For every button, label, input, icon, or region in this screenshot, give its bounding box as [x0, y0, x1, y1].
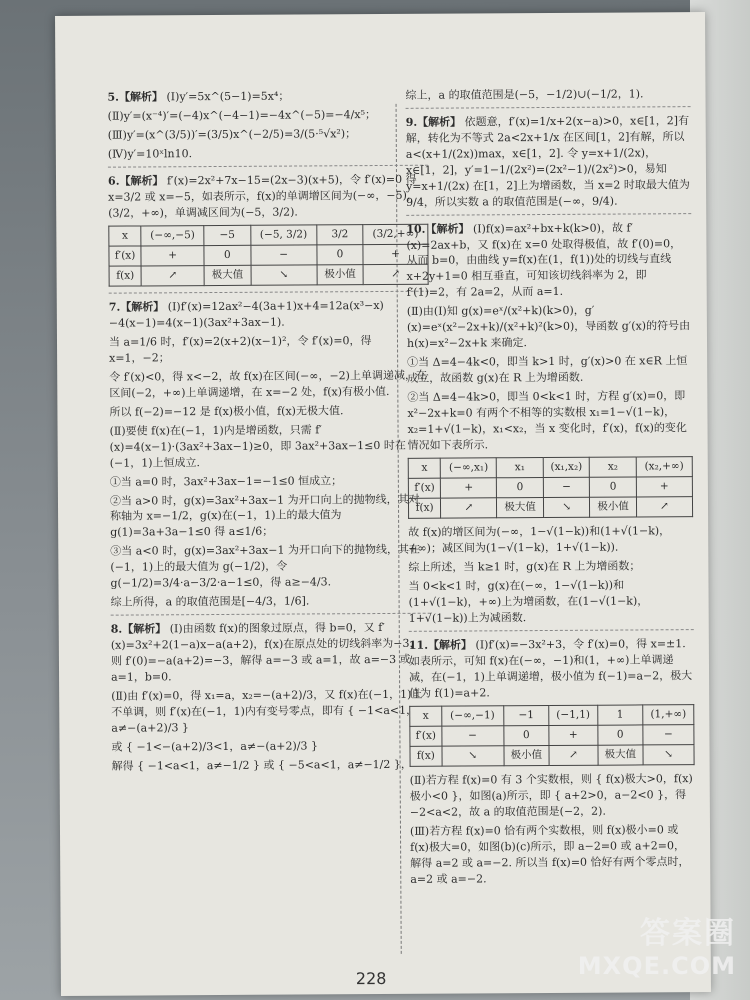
q6-solution: [108, 171, 429, 286]
table-cell: ↗: [549, 745, 597, 766]
q11-text: (Ⅰ)f′(x)=−3x²+3，令 f′(x)=0，得 x=±1. 如表所示，可知 f(x)在(−∞，−1)和(1，+∞)上单调递减，在(−1，1)上单调递增，极小值为 f(−1)=a−2，极大值为 f(1)=a+2.: [408, 637, 693, 700]
table-cell: 极小值: [317, 265, 363, 286]
table-cell: ↘: [442, 746, 504, 767]
separator: [409, 629, 694, 632]
book-page: [55, 12, 711, 996]
q5-tag: 5.【解析】: [107, 90, 164, 104]
q10-conclusion: 综上所述，当 k≥1 时，g(x)在 R 上为增函数；: [408, 559, 641, 575]
right-column: [405, 86, 695, 891]
q8-tag: 8.【解析】: [110, 622, 167, 636]
table-cell: f′(x): [408, 478, 440, 498]
table-cell: ↘: [643, 745, 694, 766]
table-cell: −1: [503, 705, 549, 725]
table-cell: 1: [597, 705, 643, 725]
table-cell: ↗: [363, 264, 428, 285]
q8-line: 解得 { −1<a<1，a≠−1/2 } 或 { −5<a<1，a≠−1/2 }，: [111, 757, 412, 773]
separator: [406, 106, 691, 109]
q6-variation-table: [108, 223, 428, 287]
table-header-row: [109, 224, 428, 246]
table-cell: f(x): [109, 266, 141, 286]
table-cell: 极大值: [204, 265, 250, 286]
table-cell: 0: [590, 477, 636, 498]
q7-tag: 7.【解析】: [108, 300, 165, 314]
q7-line: 综上所得，a 的取值范围是[−4/3，1/6].: [110, 594, 310, 609]
table-cell: (x₂,+∞): [636, 456, 692, 477]
table-cell: +: [441, 478, 497, 499]
table-cell: +: [636, 477, 692, 498]
table-header-row: [410, 704, 694, 726]
table-cell: ↗: [636, 497, 692, 518]
table-cell: (−5, 3/2): [250, 224, 316, 245]
q8-line: (Ⅱ)由 f′(x)=0，得 x₁=a，x₂=−(a+2)/3，又 f(x)在(−1，1)上不单调，则 f′(x)在(−1，1)内有变号零点，即有 { −1<a<1，a≠−(a+2)/3 }: [111, 687, 423, 735]
table-cell: 0: [503, 725, 549, 745]
q7-line: 令 f′(x)<0，得 x<−2，故 f(x)在区间(−∞，−2)上单调递减，在区间(−2，+∞)上单调递增，在 x=−2 处，f(x)有极小值.: [109, 368, 427, 400]
q9-solution: [406, 113, 692, 210]
q11-tag: 11.【解析】: [408, 638, 473, 652]
table-header-row: [408, 456, 692, 478]
table-cell: (1,+∞): [643, 704, 694, 725]
q10-line: ①当 Δ=4−4k<0，即当 k>1 时，g′(x)>0 在 x∈R 上恒成立，故函数 g(x)在 R 上为增函数.: [407, 354, 688, 385]
q10-line: ②当 Δ=4−4k>0，即当 0<k<1 时，方程 g′(x)=0，即 x²−2x+k=0 有两个不相等的实数根 x₁=1−√(1−k)，x₂=1+√(1−k)，x₁<x₂，当 x 变化时，f′(x)，f(x)的变化情况如下表所示.: [407, 389, 687, 452]
table-cell: f′(x): [109, 246, 141, 266]
q7-line: (Ⅱ)要使 f(x)在(−1，1)内是增函数，只需 f′(x)=4(x−1)·(3ax²+3ax−1)≥0，即 3ax²+3ax−1≤0 时在(−1，1)上恒成立.: [109, 423, 406, 470]
table-cell: 3/2: [317, 224, 363, 245]
q7-line: ②当 a>0 时，g(x)=3ax²+3ax−1 为开口向上的抛物线，其对称轴为 x=−1/2，g(x)在(−1，1)上的最大值为 g(1)=3a+3a−1≤0 得 a≤1/6；: [109, 492, 420, 540]
q10-solution: [406, 220, 693, 627]
table-row: [109, 264, 428, 286]
table-cell: ↘: [543, 497, 590, 518]
q5-solution: [107, 88, 427, 163]
table-cell: x: [410, 706, 442, 726]
q10-conclusion: 当 0<k<1 时，g(x)在(−∞，1−√(1−k))和(1+√(1−k)，+∞)上为增函数，在(1−√(1−k)，1+√(1−k))上为减函数.: [408, 578, 649, 625]
q8-line: 或 { −1<−(a+2)/3<1，a≠−(a+2)/3 }: [111, 739, 318, 754]
q5-line: (Ⅱ)y′=(x⁻⁴)′=(−4)x^(−4−1)=−4x^(−5)=−4/x⁵；: [107, 107, 377, 123]
q10-tag: 10.【解析】: [406, 222, 470, 236]
q7-line: ①当 a=0 时，3ax²+3ax−1=−1≤0 恒成立；: [109, 473, 343, 489]
q7-line: 所以 f(−2)=−12 是 f(x)极小值，f(x)无极大值.: [109, 404, 344, 419]
table-cell: +: [549, 725, 597, 746]
q10-variation-table: [408, 456, 693, 519]
table-cell: −5: [204, 225, 250, 246]
table-cell: 极大值: [597, 745, 643, 765]
table-cell: x: [408, 458, 440, 478]
table-cell: 极大值: [497, 498, 543, 519]
table-cell: 0: [497, 477, 543, 498]
table-cell: f′(x): [410, 726, 442, 746]
table-cell: x₂: [590, 457, 636, 478]
watermark-logo: 答案圈: [640, 916, 736, 951]
q8-line: (Ⅰ)由函数 f(x)的图象过原点，得 b=0，又 f′(x)=3x²+2(1−a)x−a(a+2)，f(x)在原点处的切线斜率为−3，则 f′(0)=−a(a+2)=−3，解得 a=−3 或 a=1，故 a=−3 或 a=1，b=0.: [110, 621, 421, 684]
table-cell: −: [442, 726, 504, 747]
watermark-url: MXQE.COM: [577, 952, 736, 980]
table-cell: (−1,1): [549, 705, 597, 726]
separator: [406, 213, 691, 216]
table-cell: x₁: [497, 457, 543, 478]
table-cell: (−∞,−1): [441, 705, 503, 726]
watermark: [578, 908, 736, 980]
table-cell: (x₁,x₂): [543, 457, 590, 478]
q6-tag: 6.【解析】: [107, 174, 164, 188]
q8-conclusion: 综上，a 的取值范围是(−5，−1/2)∪(−1/2，1).: [405, 87, 644, 102]
q5-line: (Ⅲ)y′=(x^(3/5))′=(3/5)x^(−2/5)=3/(5·⁵√x²)；: [107, 127, 357, 142]
table-cell: 极小值: [504, 746, 550, 766]
q10-line: (Ⅱ)由(Ⅰ)知 g(x)=eˣ/(x²+k)(k>0)，g′(x)=eˣ(x²−2x+k)/(x²+k)²(k>0)，导函数 g′(x)的符号由 h(x)=x²−2x+k 来确定.: [406, 303, 691, 350]
table-cell: 0: [204, 245, 250, 266]
page-number: 228: [355, 968, 387, 989]
table-cell: +: [363, 244, 428, 265]
q7-line: 当 a=1/6 时，f′(x)=2(x+2)(x−1)²，令 f′(x)=0，得 x=1，−2；: [108, 334, 372, 365]
table-cell: −: [643, 725, 694, 746]
q11-line: (Ⅱ)若方程 f(x)=0 有 3 个实数根，则 { f(x)极大>0，f(x)极小<0 }，如图(a)所示，即 { a+2>0，a−2<0 }，得−2<a<2，故 a 的取值范围是(−2，2).: [409, 772, 693, 820]
q7-line: ③当 a<0 时，g(x)=3ax²+3ax−1 为开口向下的抛物线，其在(−1，1)上的最大值为 g(−1/2)，令 g(−1/2)=3/4·a−3/2·a−1≤0，得 a≥−4/3.: [110, 543, 420, 590]
table-row: [109, 244, 428, 266]
q11-solution: [409, 636, 696, 888]
q6-text: f′(x)=2x²+7x−15=(2x−3)(x+5)，令 f′(x)=0 得 x=3/2 或 x=−5，如表所示，f(x)的单调增区间为(−∞，−5)，(3/2，+∞)，单调减区间为(−5，3/2).: [108, 172, 418, 220]
table-cell: f(x): [408, 498, 440, 518]
q11-line: (Ⅲ)若方程 f(x)=0 恰有两个实数根，则 f(x)极小=0 或 f(x)极大=0，如图(b)(c)所示，即 a−2=0 或 a+2=0，解得 a=2 或 a=−2. 所以当 f(x)=0 恰好有两个零点时，a=2 或 a=−2.: [409, 823, 690, 886]
separator: [109, 291, 429, 294]
q5-line: (Ⅰ)y′=5x^(5−1)=5x⁴；: [166, 89, 290, 104]
table-cell: 极小值: [590, 497, 636, 518]
table-cell: ↗: [441, 498, 497, 519]
q9-tag: 9.【解析】: [405, 115, 462, 129]
table-row: [410, 745, 694, 767]
table-row: [408, 477, 692, 499]
table-cell: 0: [317, 244, 363, 265]
table-cell: ↗: [141, 266, 204, 287]
table-row: [408, 497, 692, 519]
q7-solution: [109, 298, 431, 611]
q10-line: (Ⅰ)f(x)=ax²+bx+k(k>0)，故 f′(x)=2ax+b，又 f(x)在 x=0 处取得极值，故 f′(0)=0，从而 b=0，由曲线 y=f(x)在(1，f(1))处的切线与直线 x+2y+1=0 相互垂直，可知该切线斜率为 2，即 f′(1)=2，有 2a=2，从而 a=1.: [406, 221, 682, 300]
table-cell: f(x): [410, 746, 442, 766]
table-row: [410, 725, 694, 747]
table-cell: (3/2,+∞): [363, 224, 428, 245]
separator: [111, 613, 431, 616]
table-cell: 0: [597, 725, 643, 745]
q7-line: (Ⅰ)f′(x)=12ax²−4(3a+1)x+4=12a(x³−x)−4(x−1)=4(x−1)(3ax²+3ax−1).: [108, 299, 384, 330]
table-cell: −: [250, 245, 316, 266]
q11-variation-table: [409, 704, 694, 767]
q10-conclusion: 故 f(x)的增区间为(−∞，1−√(1−k))和(1+√(1−k)，+∞)；减区间为(1−√(1−k)，1+√(1−k)).: [408, 524, 671, 556]
table-cell: −: [543, 477, 590, 498]
table-cell: ↘: [251, 265, 317, 286]
table-cell: x: [109, 226, 141, 246]
left-column: [107, 88, 431, 777]
q9-text: 依题意，f′(x)=1/x+2(x−a)>0，x∈[1，2]有解，转化为不等式 2a<2x+1/x 在区间[1，2]有解，所以 a<(x+1/(2x))max，x∈[1，2]. 令 y=x+1/(2x)，x∈[1，2]，y′=1−1/(2x²)=(2x²−1)/(2x²)>0，易知 y=x+1/(2x) 在[1，2]上为增函数，当 x=2 时取最大值为 9/4，所以实数 a 的取值范围是(−∞，9/4).: [405, 114, 690, 209]
q8-solution: [111, 620, 432, 774]
table-cell: (−∞,−5): [141, 225, 204, 246]
q5-line: (Ⅳ)y′=10ˣln10.: [107, 146, 193, 161]
separator: [108, 164, 428, 167]
table-cell: (−∞,x₁): [440, 457, 496, 478]
table-cell: +: [141, 245, 204, 266]
